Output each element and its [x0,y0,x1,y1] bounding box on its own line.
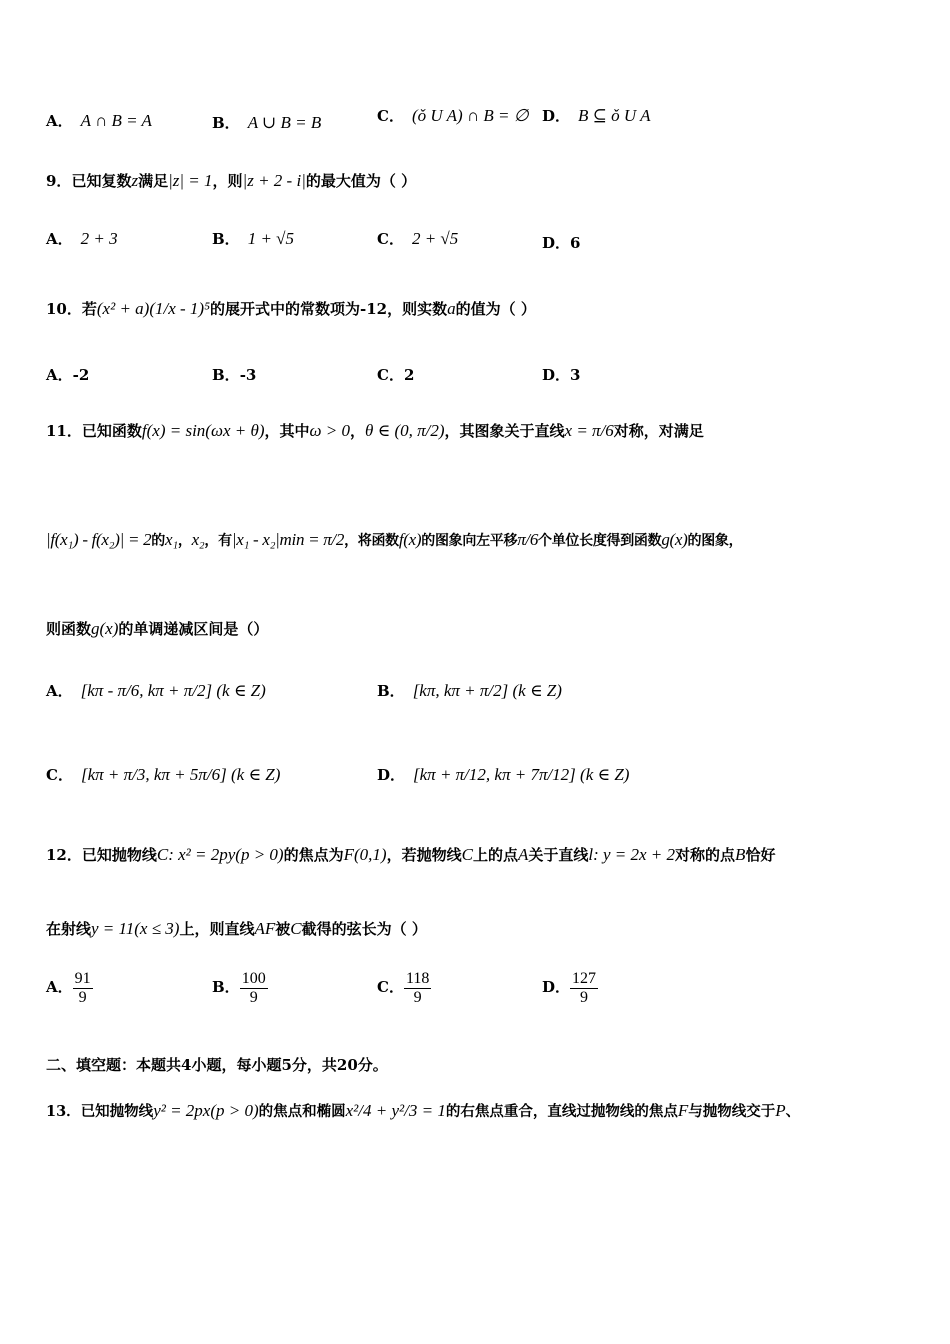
q10-option-d[interactable]: D．3 [542,366,581,384]
q9-option-a[interactable]: A． 2 + 3 [46,229,118,248]
question-11-line-1: 11．已知函数f(x) = sin(ωx + θ)，其中ω > 0，θ ∈ (0, π/2)，其图象关于直线x = π/6对称，对满足 [46,421,704,440]
question-13: 13．已知抛物线y² = 2px(p > 0)的焦点和椭圆x²/4 + y²/3 = 1的右焦点重合，直线过抛物线的焦点F与抛物线交于P、 [46,1101,801,1120]
q9-option-d[interactable]: D．6 [542,234,581,252]
q8-option-b[interactable]: B． A ∪ B = B [212,113,322,132]
q9-option-c[interactable]: C． 2 + √5 [377,229,459,248]
q12-option-a[interactable]: A． $\frac{91}{9}$ [46,970,91,1006]
q10-option-a[interactable]: A．-2 [46,366,90,384]
question-9: 9．已知复数z满足|z| = 1，则|z + 2 - i|的最大值为（ ） [46,171,417,190]
q8-option-a[interactable]: A． A ∩ B = A [46,111,152,130]
question-12-line-2: 在射线y = 11(x ≤ 3)上，则直线AF被C截得的弦长为（ ） [46,919,427,938]
question-10: 10．若(x² + a)(1/x - 1)⁵的展开式中的常数项为-12，则实数a的值为（ ） [46,299,536,318]
question-11-line-3: 则函数g(x)的单调递减区间是（） [46,619,269,638]
q12-option-d[interactable]: D． $\frac{127}{9}$ [542,970,597,1006]
q12-option-b[interactable]: B． $\frac{100}{9}$ [212,970,266,1006]
question-12-line-1: 12．已知抛物线C: x² = 2py(p > 0)的焦点为F(0,1)，若抛物线C上的点A关于直线l: y = 2x + 2对称的点B恰好 [46,845,776,864]
q10-option-c[interactable]: C．2 [377,366,415,384]
q12-option-c[interactable]: C． $\frac{118}{9}$ [377,970,430,1006]
section-2-heading: 二、填空题：本题共4小题，每小题5分，共20分。 [46,1056,388,1074]
question-11-line-2: |f(x₁) - f(x₂)| = 2的x₁，x₂，有|x₁ - x₂|min = π/2，将函数f(x)的图象向左平移π/6个单位长度得到函数g(x)的图象， [46,530,743,549]
q9-option-b[interactable]: B． 1 + √5 [212,229,294,248]
q11-option-b[interactable]: B． [kπ, kπ + π/2] (k ∈ Z) [377,681,562,700]
q8-option-c[interactable]: C． (ǒ U A) ∩ B = ∅ [377,106,529,125]
q8-option-d[interactable]: D． B ⊆ ǒ U A [542,106,651,125]
q11-option-a[interactable]: A． [kπ - π/6, kπ + π/2] (k ∈ Z) [46,681,266,700]
q11-option-d[interactable]: D． [kπ + π/12, kπ + 7π/12] (k ∈ Z) [377,765,630,784]
q10-option-b[interactable]: B．-3 [212,366,257,384]
q11-option-c[interactable]: C． [kπ + π/3, kπ + 5π/6] (k ∈ Z) [46,765,281,784]
